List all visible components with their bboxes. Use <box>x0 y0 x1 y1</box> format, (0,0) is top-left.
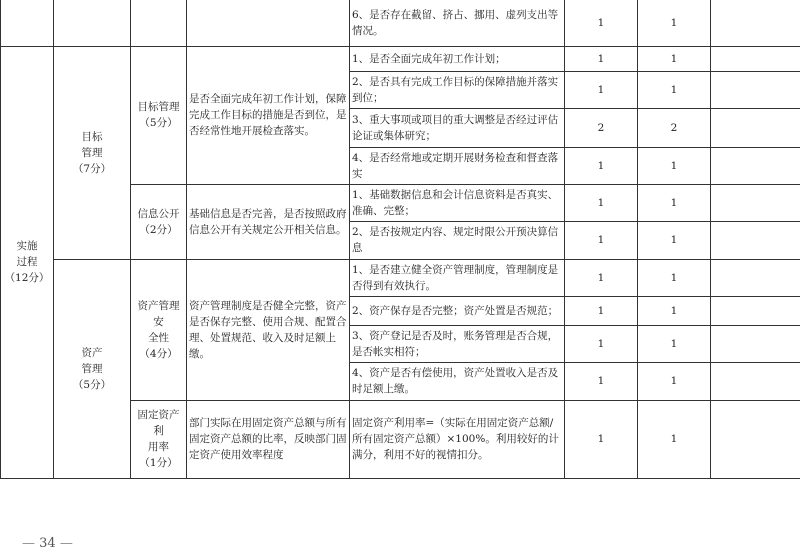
score-cell: 1 <box>638 325 711 362</box>
score-cell: 1 <box>638 221 711 259</box>
weight-cell: 1 <box>565 221 638 259</box>
criteria-cell: 1、是否建立健全资产管理制度，管理制度是否得到有效执行。 <box>350 259 565 296</box>
weight-cell: 1 <box>565 71 638 108</box>
category-asset-management: 资产 管理 （5分） <box>54 259 131 478</box>
asset-description: 资产管理制度是否健全完整，资产是否保存完整、使用合规、配置合理、处置规范、收入及时足额上缴。 <box>187 259 350 400</box>
subcategory-info-disclosure: 信息公开 （2分） <box>131 184 187 259</box>
subcategory-asset-safety: 资产管理安 全性 （4分） <box>131 259 187 400</box>
table-row <box>1 0 800 46</box>
weight-cell: 1 <box>565 296 638 325</box>
score-cell: 1 <box>638 259 711 296</box>
category-target-management: 目标 管理 （7分） <box>54 46 131 259</box>
weight-cell: 1 <box>565 46 638 71</box>
criteria-cell: 2、是否按规定内容、规定时限公开预决算信息 <box>350 221 565 259</box>
criteria-cell: 4、是否经常地或定期开展财务检查和督查落实 <box>350 147 565 184</box>
subcategory-fixed-asset-rate: 固定资产利 用率 （1分） <box>131 400 187 478</box>
score-cell: 1 <box>638 147 711 184</box>
weight-cell: 2 <box>565 108 638 147</box>
criteria-cell: 1、是否全面完成年初工作计划； <box>350 46 565 71</box>
stage-label-process: 实施 过程 （12分） <box>1 46 54 478</box>
weight-cell: 1 <box>565 325 638 362</box>
fixed-asset-description: 部门实际在用固定资产总额与所有固定资产总额的比率，反映部门固定资产使用效率程度 <box>187 400 350 478</box>
criteria-cell: 2、是否具有完成工作目标的保障措施并落实到位； <box>350 71 565 108</box>
score-cell: 1 <box>638 0 711 46</box>
subcategory-goal-management: 目标管理 （5分） <box>131 46 187 184</box>
page-number-footer: — 34 — <box>22 536 73 551</box>
page-number: 34 <box>39 536 56 551</box>
score-cell: 1 <box>638 400 711 478</box>
goal-description: 是否全面完成年初工作计划，保障完成工作目标的措施是否到位，是否经常性地开展检查落实。 <box>187 46 350 184</box>
score-cell: 1 <box>638 362 711 400</box>
score-cell: 1 <box>638 296 711 325</box>
criteria-cell: 3、重大事项或项目的重大调整是否经过评估论证或集体研究； <box>350 108 565 147</box>
criteria-cell: 固定资产利用率=（实际在用固定资产总额/所有固定资产总额）×100%。利用较好的计满分，利用不好的视情扣分。 <box>350 400 565 478</box>
score-cell: 1 <box>638 46 711 71</box>
weight-cell: 1 <box>565 184 638 221</box>
weight-cell: 1 <box>565 362 638 400</box>
score-cell: 1 <box>638 71 711 108</box>
table-row <box>1 259 800 296</box>
weight-cell: 1 <box>565 147 638 184</box>
weight-cell: 1 <box>565 400 638 478</box>
criteria-cell: 2、资产保存是否完整；资产处置是否规范； <box>350 296 565 325</box>
criteria-cell: 4、资产是否有偿使用，资产处置收入是否及时足额上缴。 <box>350 362 565 400</box>
criteria-cell: 3、资产登记是否及时，账务管理是否合规，是否帐实相符； <box>350 325 565 362</box>
weight-cell: 1 <box>565 259 638 296</box>
score-cell: 1 <box>638 184 711 221</box>
weight-cell: 1 <box>565 0 638 46</box>
info-description: 基础信息是否完善，是否按照政府信息公开有关规定公开相关信息。 <box>187 184 350 259</box>
table-row <box>1 46 800 71</box>
score-cell: 2 <box>638 108 711 147</box>
criteria-cell: 1、基础数据信息和会计信息资料是否真实、准确、完整； <box>350 184 565 221</box>
criteria-cell: 6、是否存在截留、挤占、挪用、虚列支出等情况。 <box>350 0 565 46</box>
